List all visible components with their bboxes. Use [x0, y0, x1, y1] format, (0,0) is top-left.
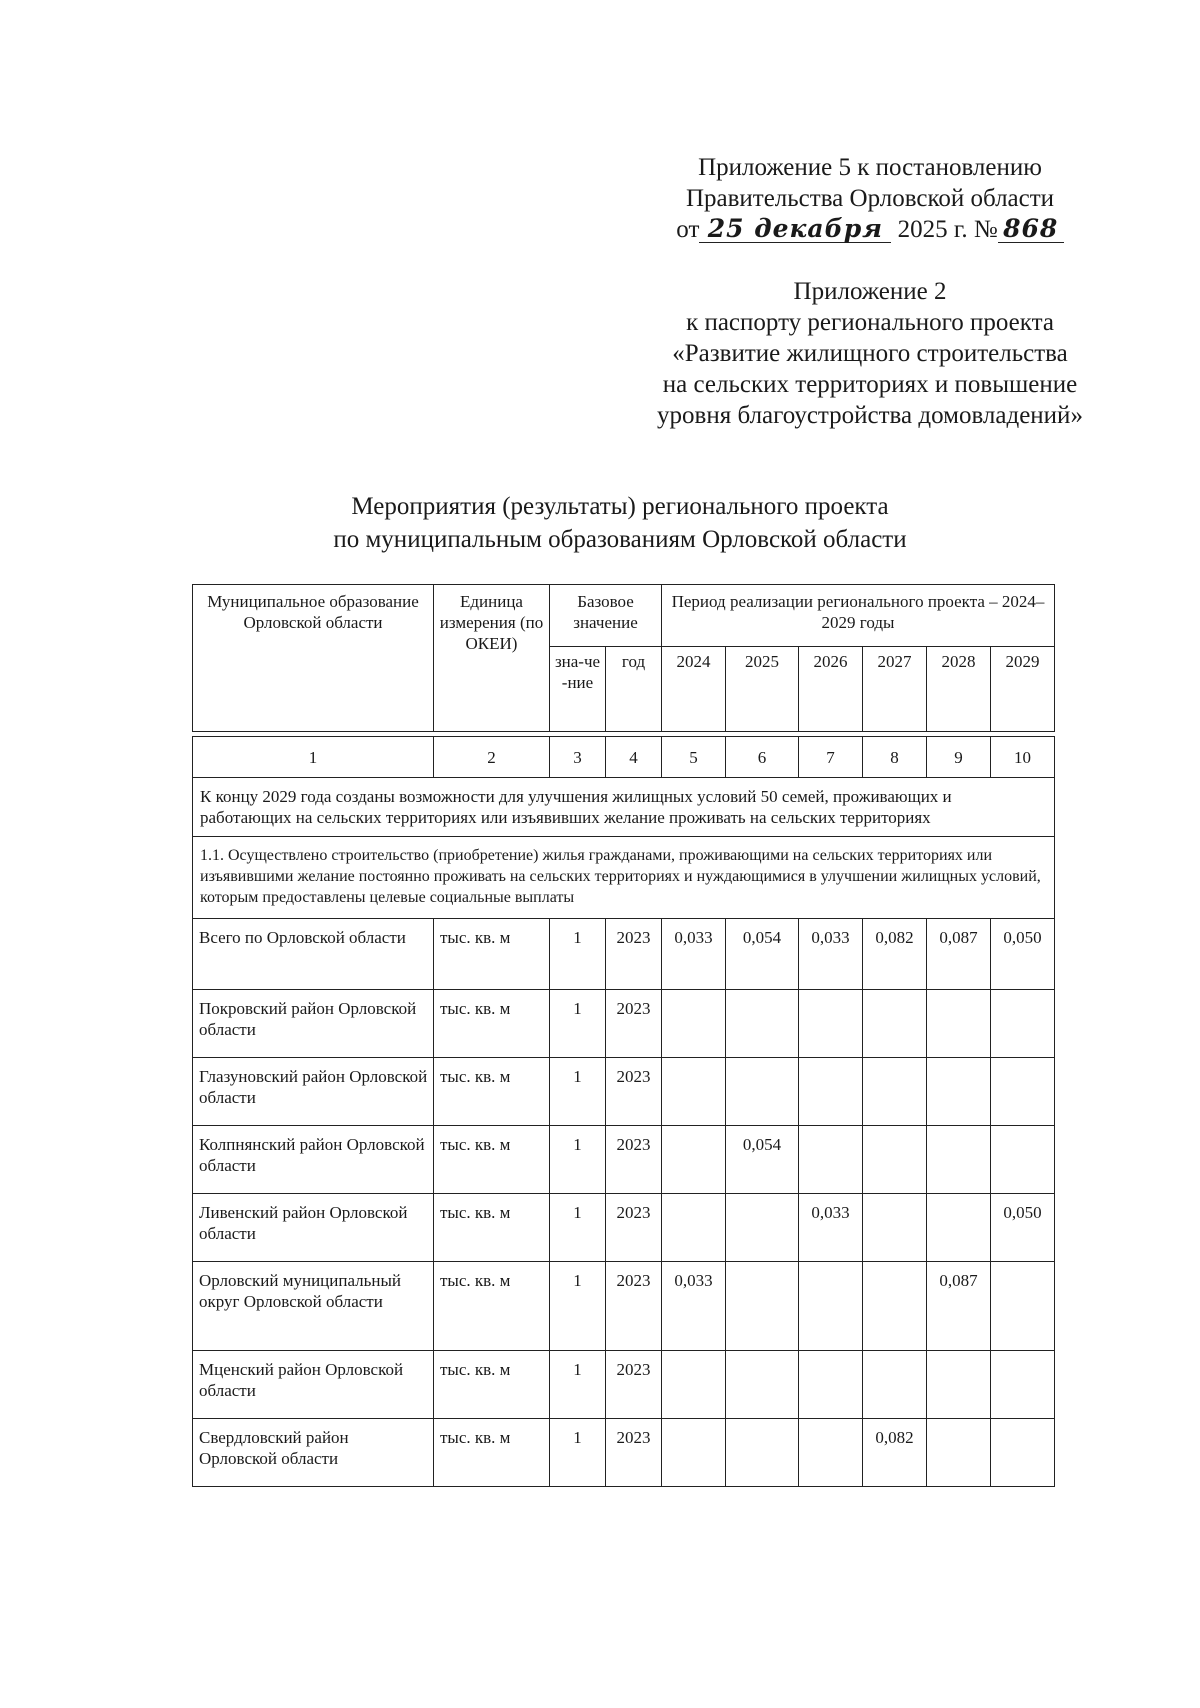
row-value-2027: [863, 1194, 927, 1262]
row-value-2024: 0,033: [662, 1262, 726, 1351]
header-year-2026: 2026: [799, 647, 863, 732]
row-value-2028: [927, 1058, 991, 1126]
row-value-2026: [799, 990, 863, 1058]
row-value-2025: 0,054: [726, 919, 799, 990]
row-base-value: 1: [550, 1419, 606, 1487]
row-value-2025: [726, 1194, 799, 1262]
row-base-year: 2023: [606, 1194, 662, 1262]
header-municipality: Муниципальное образование Орловской области: [193, 585, 434, 732]
row-value-2025: [726, 990, 799, 1058]
table-row: [193, 1262, 1055, 1351]
document-title: [280, 490, 960, 556]
row-unit: тыс. кв. м: [434, 919, 550, 990]
row-value-2028: [927, 1194, 991, 1262]
table-body-rows: [193, 919, 1055, 1487]
row-value-2024: [662, 1351, 726, 1419]
approval-line-2: Правительства Орловской области: [685, 185, 1055, 212]
approval-year-text: 2025 г. №: [897, 216, 998, 243]
row-value-2024: [662, 1126, 726, 1194]
row-value-2026: 0,033: [799, 1194, 863, 1262]
goal-text: К концу 2029 года созданы возможности для улучшения жилищных условий 50 семей, проживающих и работающих на сельских территориях или изъявивших желание проживать на сельских территориях: [193, 778, 1055, 837]
header-base-value: зна-че-ние: [550, 647, 606, 732]
annex-line-5: уровня благоустройства домовладений»: [657, 402, 1083, 429]
row-value-2027: [863, 1351, 927, 1419]
row-value-2024: [662, 1058, 726, 1126]
table-row: [193, 1194, 1055, 1262]
row-value-2029: [991, 1058, 1055, 1126]
table-row: [193, 1126, 1055, 1194]
row-municipality: Свердловский район Орловской области: [193, 1419, 434, 1487]
row-value-2028: [927, 990, 991, 1058]
approval-block: [660, 152, 1080, 245]
row-unit: тыс. кв. м: [434, 1262, 550, 1351]
row-value-2026: [799, 1262, 863, 1351]
row-value-2028: 0,087: [927, 1262, 991, 1351]
column-number: 10: [991, 737, 1055, 778]
row-value-2027: [863, 1262, 927, 1351]
row-base-year: 2023: [606, 990, 662, 1058]
row-value-2026: 0,033: [799, 919, 863, 990]
row-municipality: Глазуновский район Орловской области: [193, 1058, 434, 1126]
row-value-2028: [927, 1126, 991, 1194]
row-value-2029: 0,050: [991, 1194, 1055, 1262]
row-base-value: 1: [550, 1262, 606, 1351]
row-unit: тыс. кв. м: [434, 990, 550, 1058]
header-year-2025: 2025: [726, 647, 799, 732]
row-value-2029: [991, 1351, 1055, 1419]
handwritten-date: 25 декабря: [699, 216, 891, 243]
row-value-2027: [863, 1126, 927, 1194]
table-row: [193, 990, 1055, 1058]
row-base-value: 1: [550, 1058, 606, 1126]
column-number: 9: [927, 737, 991, 778]
column-number: 8: [863, 737, 927, 778]
row-value-2029: [991, 1126, 1055, 1194]
approval-date-line: [660, 214, 1080, 245]
header-unit: Единица измерения (по ОКЕИ): [434, 585, 550, 732]
row-value-2026: [799, 1351, 863, 1419]
row-value-2029: [991, 1262, 1055, 1351]
row-value-2026: [799, 1419, 863, 1487]
row-value-2027: [863, 990, 927, 1058]
row-value-2029: 0,050: [991, 919, 1055, 990]
row-municipality: Мценский район Орловской области: [193, 1351, 434, 1419]
annex-block: [630, 276, 1110, 431]
row-unit: тыс. кв. м: [434, 1126, 550, 1194]
table-row: [193, 1351, 1055, 1419]
row-unit: тыс. кв. м: [434, 1058, 550, 1126]
row-value-2029: [991, 990, 1055, 1058]
annex-line-2: к паспорту регионального проекта: [686, 309, 1054, 336]
row-value-2024: [662, 990, 726, 1058]
result-text: 1.1. Осуществлено строительство (приобретение) жилья гражданами, проживающими на сельских территориях или изъявившими желание постоянно проживать на сельских территориях и нуждающимися в улучшении жилищных условий, которым предоставлены целевые социальные выплаты: [193, 837, 1055, 919]
table-row: [193, 1419, 1055, 1487]
row-value-2026: [799, 1126, 863, 1194]
row-value-2026: [799, 1058, 863, 1126]
row-base-year: 2023: [606, 1126, 662, 1194]
row-base-year: 2023: [606, 1351, 662, 1419]
row-value-2025: [726, 1262, 799, 1351]
column-number: 6: [726, 737, 799, 778]
header-period: Период реализации регионального проекта – 2024–2029 годы: [662, 585, 1055, 647]
header-base: Базовое значение: [550, 585, 662, 647]
annex-line-1: Приложение 2: [793, 278, 947, 305]
row-municipality: Всего по Орловской области: [193, 919, 434, 990]
row-base-value: 1: [550, 1194, 606, 1262]
table-row: [193, 1058, 1055, 1126]
row-value-2025: [726, 1058, 799, 1126]
row-value-2024: [662, 1194, 726, 1262]
row-base-year: 2023: [606, 1262, 662, 1351]
title-line-1: Мероприятия (результаты) регионального проекта: [351, 493, 889, 520]
row-base-year: 2023: [606, 919, 662, 990]
column-number: 3: [550, 737, 606, 778]
row-unit: тыс. кв. м: [434, 1419, 550, 1487]
table-row: [193, 919, 1055, 990]
row-municipality: Ливенский район Орловской области: [193, 1194, 434, 1262]
row-value-2027: 0,082: [863, 919, 927, 990]
row-value-2029: [991, 1419, 1055, 1487]
row-municipality: Колпнянский район Орловской области: [193, 1126, 434, 1194]
column-number: 1: [193, 737, 434, 778]
row-value-2028: [927, 1351, 991, 1419]
row-base-value: 1: [550, 919, 606, 990]
column-number: 7: [799, 737, 863, 778]
header-year-2027: 2027: [863, 647, 927, 732]
row-value-2027: [863, 1058, 927, 1126]
row-base-value: 1: [550, 990, 606, 1058]
header-year-2029: 2029: [991, 647, 1055, 732]
row-value-2025: 0,054: [726, 1126, 799, 1194]
column-number: 2: [434, 737, 550, 778]
handwritten-number: 868: [998, 216, 1064, 243]
row-value-2027: 0,082: [863, 1419, 927, 1487]
header-year-2024: 2024: [662, 647, 726, 732]
column-number: 4: [606, 737, 662, 778]
row-municipality: Покровский район Орловской области: [193, 990, 434, 1058]
header-year-2028: 2028: [927, 647, 991, 732]
header-base-year: год: [606, 647, 662, 732]
title-line-2: по муниципальным образованиям Орловской области: [333, 526, 907, 553]
row-unit: тыс. кв. м: [434, 1351, 550, 1419]
annex-line-3: «Развитие жилищного строительства: [672, 340, 1068, 367]
row-base-value: 1: [550, 1126, 606, 1194]
row-value-2025: [726, 1351, 799, 1419]
row-unit: тыс. кв. м: [434, 1194, 550, 1262]
measures-table: [192, 584, 1055, 1487]
row-base-value: 1: [550, 1351, 606, 1419]
row-municipality: Орловский муниципальный округ Орловской области: [193, 1262, 434, 1351]
row-base-year: 2023: [606, 1058, 662, 1126]
annex-line-4: на сельских территориях и повышение: [662, 371, 1078, 398]
approval-line-1: Приложение 5 к постановлению: [698, 154, 1042, 181]
row-value-2028: [927, 1419, 991, 1487]
row-base-year: 2023: [606, 1419, 662, 1487]
row-value-2024: 0,033: [662, 919, 726, 990]
column-number: 5: [662, 737, 726, 778]
approval-prefix: от: [676, 216, 700, 243]
row-value-2024: [662, 1419, 726, 1487]
row-value-2028: 0,087: [927, 919, 991, 990]
row-value-2025: [726, 1419, 799, 1487]
